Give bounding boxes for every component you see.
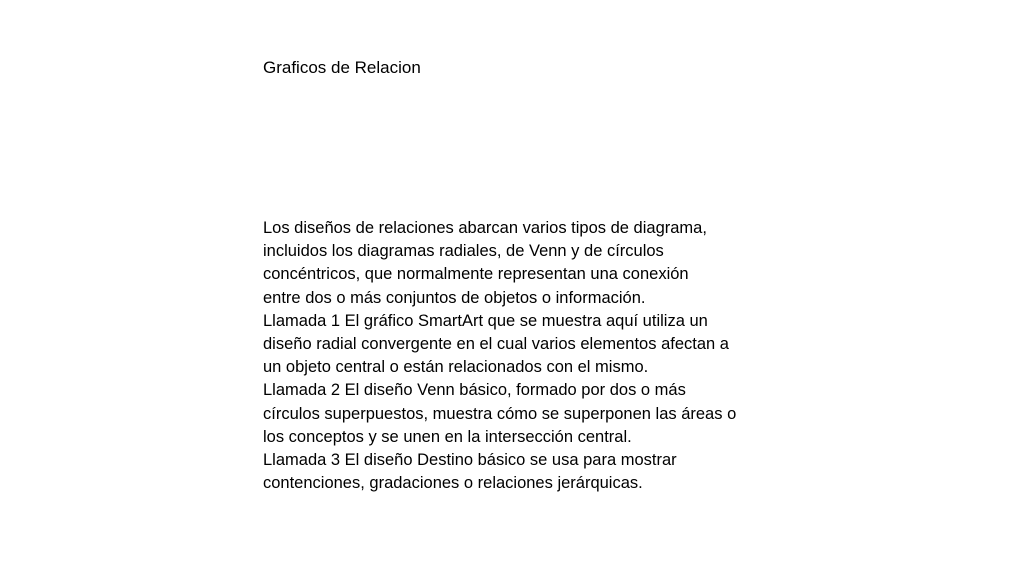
body-line: contenciones, gradaciones o relaciones jerárquicas.	[263, 474, 643, 493]
body-line: Los diseños de relaciones abarcan varios tipos de diagrama,	[263, 219, 707, 237]
body-line: los conceptos y se unen en la intersección central.	[263, 427, 632, 446]
body-line: un objeto central o están relacionados con el mismo.	[263, 358, 649, 377]
body-line: concéntricos, que normalmente representan una conexión	[263, 265, 689, 284]
body-line: incluidos los diagramas radiales, de Venn y de círculos	[263, 242, 664, 261]
body-line: diseño radial convergente en el cual varios elementos afectan a	[263, 335, 729, 354]
body-line: Llamada 1 El gráfico SmartArt que se muestra aquí utiliza un	[263, 311, 708, 330]
slide-title: Graficos de Relacion	[263, 58, 421, 77]
body-line: Llamada 2 El diseño Venn básico, formado por dos o más	[263, 381, 686, 400]
body-line: Llamada 3 El diseño Destino básico se usa para mostrar	[263, 451, 677, 470]
body-line: entre dos o más conjuntos de objetos o información.	[263, 288, 646, 307]
body-line: círculos superpuestos, muestra cómo se superponen las áreas o	[263, 404, 737, 423]
slide-body-text	[263, 217, 783, 495]
